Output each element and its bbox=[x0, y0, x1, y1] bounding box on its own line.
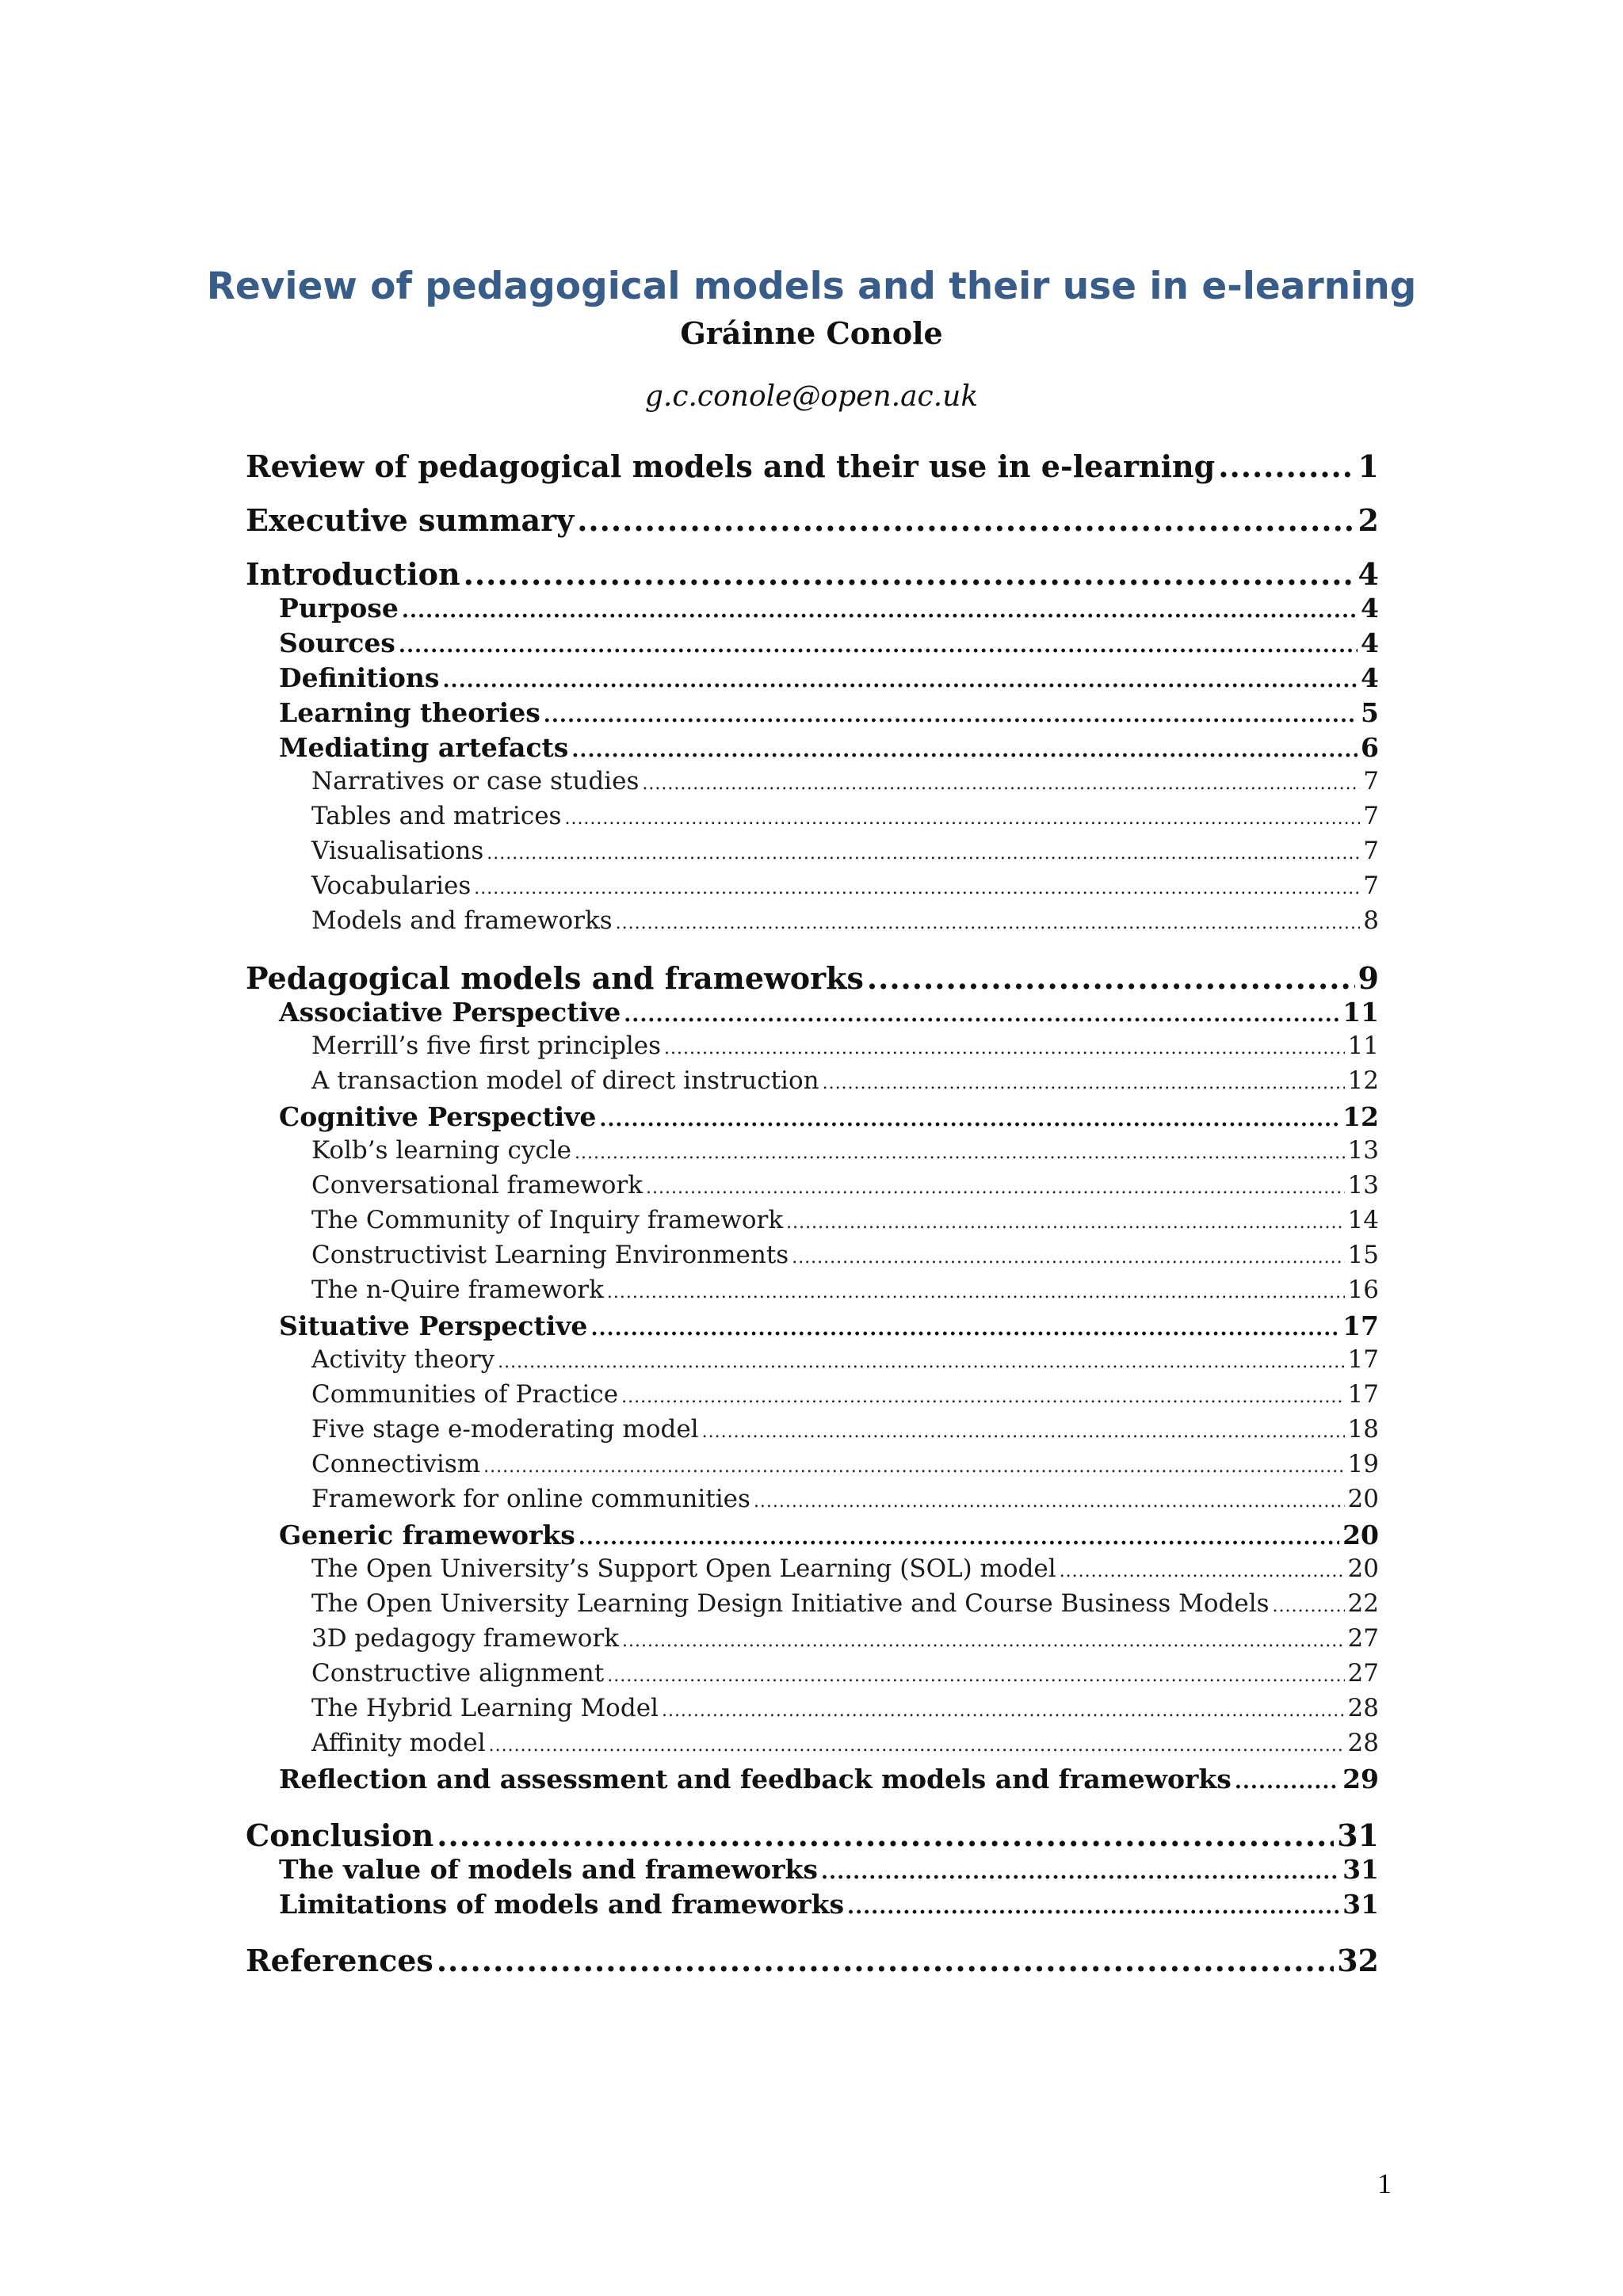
toc-entry-page: 20 bbox=[1347, 1554, 1379, 1583]
toc-dot-leader bbox=[437, 1817, 1334, 1853]
toc-entry[interactable] bbox=[311, 1624, 1379, 1653]
toc-entry[interactable] bbox=[279, 1854, 1379, 1885]
toc-dot-leader bbox=[487, 844, 1360, 864]
toc-entry[interactable] bbox=[246, 556, 1379, 592]
toc-entry-page: 7 bbox=[1363, 767, 1379, 795]
toc-entry-label: Mediating artefacts bbox=[279, 732, 569, 763]
toc-dot-leader bbox=[579, 1526, 1339, 1550]
toc-entry-page: 19 bbox=[1347, 1450, 1379, 1478]
toc-dot-leader bbox=[867, 960, 1355, 996]
toc-dot-leader bbox=[1060, 1562, 1345, 1581]
toc-entry-label: Connectivism bbox=[311, 1450, 481, 1478]
toc-entry[interactable] bbox=[311, 1345, 1379, 1374]
toc-entry-page: 5 bbox=[1361, 697, 1379, 728]
toc-dot-leader bbox=[622, 1631, 1345, 1651]
toc-entry-label: Generic frameworks bbox=[279, 1520, 575, 1550]
toc-entry-label: Narratives or case studies bbox=[311, 767, 640, 795]
toc-dot-leader bbox=[577, 502, 1354, 538]
toc-entry-page: 32 bbox=[1337, 1943, 1379, 1978]
toc-dot-leader bbox=[590, 1317, 1339, 1341]
toc-entry[interactable] bbox=[311, 802, 1379, 830]
toc-entry-page: 4 bbox=[1361, 627, 1379, 658]
toc-entry-page: 13 bbox=[1347, 1136, 1379, 1165]
toc-entry[interactable] bbox=[311, 1206, 1379, 1234]
toc-entry-page: 20 bbox=[1347, 1485, 1379, 1513]
toc-entry-label: Merrill’s five first principles bbox=[311, 1032, 662, 1060]
toc-dot-leader bbox=[571, 738, 1358, 762]
toc-entry-label: Definitions bbox=[279, 662, 440, 693]
toc-entry-page: 4 bbox=[1361, 593, 1379, 624]
toc-dot-leader bbox=[402, 599, 1358, 623]
toc-entry-page: 28 bbox=[1347, 1694, 1379, 1722]
toc-entry[interactable] bbox=[311, 906, 1379, 935]
toc-entry-label: Constructive alignment bbox=[311, 1659, 605, 1688]
toc-entry-page: 17 bbox=[1347, 1345, 1379, 1374]
toc-entry-page: 18 bbox=[1347, 1415, 1379, 1444]
toc-entry-page: 9 bbox=[1358, 960, 1379, 996]
toc-entry-label: Purpose bbox=[279, 593, 399, 624]
toc-dot-leader bbox=[702, 1422, 1345, 1442]
toc-entry-label: Reflection and assessment and feedback models and frameworks bbox=[279, 1764, 1232, 1794]
toc-entry-page: 11 bbox=[1342, 997, 1379, 1028]
toc-dot-leader bbox=[399, 634, 1358, 658]
toc-entry[interactable] bbox=[311, 1032, 1379, 1060]
toc-entry-label: The Hybrid Learning Model bbox=[311, 1694, 659, 1722]
toc-entry-label: Vocabularies bbox=[311, 871, 472, 900]
document-author: Gráinne Conole bbox=[680, 315, 943, 351]
toc-dot-leader bbox=[483, 1457, 1344, 1477]
toc-dot-leader bbox=[823, 1074, 1345, 1093]
toc-dot-leader bbox=[642, 774, 1360, 794]
toc-dot-leader bbox=[489, 1736, 1345, 1756]
toc-dot-leader bbox=[616, 913, 1361, 933]
toc-entry[interactable] bbox=[279, 997, 1379, 1028]
toc-entry[interactable] bbox=[311, 1136, 1379, 1165]
toc-entry-label: Learning theories bbox=[279, 697, 540, 728]
toc-entry-page: 27 bbox=[1347, 1659, 1379, 1688]
toc-entry[interactable] bbox=[311, 1554, 1379, 1583]
toc-entry-page: 13 bbox=[1347, 1171, 1379, 1199]
author-email: g.c.conole@open.ac.uk bbox=[644, 380, 979, 413]
toc-entry[interactable] bbox=[246, 502, 1379, 538]
toc-entry[interactable] bbox=[311, 1276, 1379, 1304]
toc-dot-leader bbox=[1218, 448, 1354, 484]
toc-entry-label: Tables and matrices bbox=[311, 802, 562, 830]
toc-entry-label: Five stage e-moderating model bbox=[311, 1415, 699, 1444]
toc-entry-page: 7 bbox=[1363, 837, 1379, 865]
toc-entry-page: 4 bbox=[1358, 556, 1379, 592]
toc-entry-label: The Community of Inquiry framework bbox=[311, 1206, 784, 1234]
toc-entry-label: Communities of Practice bbox=[311, 1380, 619, 1409]
toc-entry[interactable] bbox=[311, 1066, 1379, 1095]
toc-entry[interactable] bbox=[311, 1694, 1379, 1722]
toc-entry[interactable] bbox=[279, 1520, 1379, 1550]
toc-entry[interactable] bbox=[279, 732, 1379, 763]
toc-entry-page: 12 bbox=[1347, 1066, 1379, 1095]
toc-dot-leader bbox=[821, 1860, 1339, 1884]
toc-entry-page: 17 bbox=[1342, 1310, 1379, 1341]
toc-dot-leader bbox=[664, 1039, 1345, 1058]
toc-dot-leader bbox=[624, 1003, 1339, 1027]
toc-entry[interactable] bbox=[311, 1659, 1379, 1688]
page-number: 1 bbox=[1377, 2168, 1392, 2199]
toc-entry-label: Conversational framework bbox=[311, 1171, 643, 1199]
toc-entry-page: 11 bbox=[1347, 1032, 1379, 1060]
toc-entry-page: 15 bbox=[1347, 1241, 1379, 1269]
toc-entry[interactable] bbox=[311, 767, 1379, 795]
toc-entry-page: 1 bbox=[1358, 448, 1379, 484]
toc-entry[interactable] bbox=[311, 1241, 1379, 1269]
toc-entry-label: Constructivist Learning Environments bbox=[311, 1241, 789, 1269]
toc-entry-label: Models and frameworks bbox=[311, 906, 613, 935]
toc-entry-page: 29 bbox=[1342, 1764, 1379, 1794]
toc-entry-label: References bbox=[246, 1943, 433, 1978]
toc-entry-label: 3D pedagogy framework bbox=[311, 1624, 619, 1653]
toc-entry-label: The value of models and frameworks bbox=[279, 1854, 818, 1885]
toc-dot-leader bbox=[1235, 1770, 1339, 1794]
toc-entry-label: Executive summary bbox=[246, 502, 575, 538]
toc-entry-page: 4 bbox=[1361, 662, 1379, 693]
toc-entry-page: 8 bbox=[1363, 906, 1379, 935]
toc-entry-label: Visualisations bbox=[311, 837, 484, 865]
toc-entry[interactable] bbox=[311, 1729, 1379, 1757]
toc-dot-leader bbox=[474, 879, 1360, 898]
toc-entry[interactable] bbox=[279, 1889, 1379, 1920]
toc-entry-label: Introduction bbox=[246, 556, 460, 592]
toc-entry[interactable] bbox=[246, 1943, 1379, 1978]
toc-entry[interactable] bbox=[279, 662, 1379, 693]
toc-entry-page: 17 bbox=[1347, 1380, 1379, 1409]
toc-dot-leader bbox=[792, 1248, 1344, 1268]
toc-dot-leader bbox=[437, 1943, 1334, 1978]
toc-entry-page: 12 bbox=[1342, 1101, 1379, 1132]
toc-dot-leader bbox=[498, 1352, 1344, 1372]
toc-dot-leader bbox=[575, 1143, 1345, 1163]
toc-entry-label: Review of pedagogical models and their use in e-learning bbox=[246, 448, 1216, 484]
toc-dot-leader bbox=[1273, 1596, 1345, 1616]
toc-entry-label: Limitations of models and frameworks bbox=[279, 1889, 845, 1920]
toc-dot-leader bbox=[662, 1701, 1345, 1721]
toc-entry[interactable] bbox=[279, 1101, 1379, 1132]
toc-entry[interactable] bbox=[311, 1171, 1379, 1199]
toc-entry[interactable] bbox=[246, 448, 1379, 484]
toc-entry[interactable] bbox=[279, 697, 1379, 728]
toc-entry-page: 31 bbox=[1342, 1854, 1379, 1885]
toc-entry[interactable] bbox=[311, 1485, 1379, 1513]
toc-entry-label: Sources bbox=[279, 627, 395, 658]
toc-entry[interactable] bbox=[279, 593, 1379, 624]
toc-entry-label: The Open University’s Support Open Learning (SOL) model bbox=[311, 1554, 1056, 1583]
toc-entry-page: 31 bbox=[1337, 1817, 1379, 1853]
toc-entry-label: Associative Perspective bbox=[279, 997, 621, 1028]
toc-entry[interactable] bbox=[311, 1589, 1379, 1618]
document-title: Review of pedagogical models and their use in e-learning bbox=[206, 265, 1417, 308]
toc-entry[interactable] bbox=[279, 627, 1379, 658]
toc-entry-page: 31 bbox=[1342, 1889, 1379, 1920]
toc-dot-leader bbox=[621, 1387, 1344, 1407]
toc-entry-label: Framework for online communities bbox=[311, 1485, 750, 1513]
toc-entry[interactable] bbox=[279, 1310, 1379, 1341]
toc-entry-label: Cognitive Perspective bbox=[279, 1101, 597, 1132]
toc-entry-label: Affinity model bbox=[311, 1729, 486, 1757]
toc-entry-page: 7 bbox=[1363, 871, 1379, 900]
toc-entry-label: Situative Perspective bbox=[279, 1310, 588, 1341]
toc-entry-label: Pedagogical models and frameworks bbox=[246, 960, 864, 996]
toc-entry[interactable] bbox=[279, 1764, 1379, 1794]
toc-entry[interactable] bbox=[246, 1817, 1379, 1853]
toc-dot-leader bbox=[599, 1108, 1339, 1131]
toc-entry[interactable] bbox=[311, 871, 1379, 900]
toc-entry-label: The Open University Learning Design Initiative and Course Business Models bbox=[311, 1589, 1270, 1618]
toc-entry[interactable] bbox=[311, 1415, 1379, 1444]
toc-dot-leader bbox=[607, 1283, 1345, 1302]
toc-dot-leader bbox=[786, 1213, 1344, 1233]
toc-entry-page: 6 bbox=[1361, 732, 1379, 763]
toc-dot-leader bbox=[464, 556, 1355, 592]
toc-dot-leader bbox=[754, 1492, 1345, 1512]
toc-entry-page: 27 bbox=[1347, 1624, 1379, 1653]
toc-entry[interactable] bbox=[311, 1450, 1379, 1478]
toc-dot-leader bbox=[646, 1178, 1345, 1198]
toc-entry[interactable] bbox=[311, 837, 1379, 865]
toc-entry-page: 7 bbox=[1363, 802, 1379, 830]
toc-entry-page: 22 bbox=[1347, 1589, 1379, 1618]
toc-entry-page: 16 bbox=[1347, 1276, 1379, 1304]
toc-entry[interactable] bbox=[311, 1380, 1379, 1409]
toc-entry-label: Activity theory bbox=[311, 1345, 495, 1374]
toc-dot-leader bbox=[847, 1895, 1339, 1919]
toc-entry[interactable] bbox=[246, 960, 1379, 996]
toc-dot-leader bbox=[544, 704, 1358, 727]
toc-entry-page: 28 bbox=[1347, 1729, 1379, 1757]
toc-entry-page: 20 bbox=[1342, 1520, 1379, 1550]
toc-entry-page: 2 bbox=[1358, 502, 1379, 538]
toc-entry-label: Kolb’s learning cycle bbox=[311, 1136, 571, 1165]
toc-dot-leader bbox=[564, 809, 1360, 829]
toc-dot-leader bbox=[607, 1666, 1344, 1686]
toc-entry-label: The n-Quire framework bbox=[311, 1276, 604, 1304]
toc-entry-label: A transaction model of direct instruction bbox=[311, 1066, 819, 1095]
toc-entry-label: Conclusion bbox=[246, 1817, 434, 1853]
toc-dot-leader bbox=[443, 669, 1358, 692]
toc-entry-page: 14 bbox=[1347, 1206, 1379, 1234]
